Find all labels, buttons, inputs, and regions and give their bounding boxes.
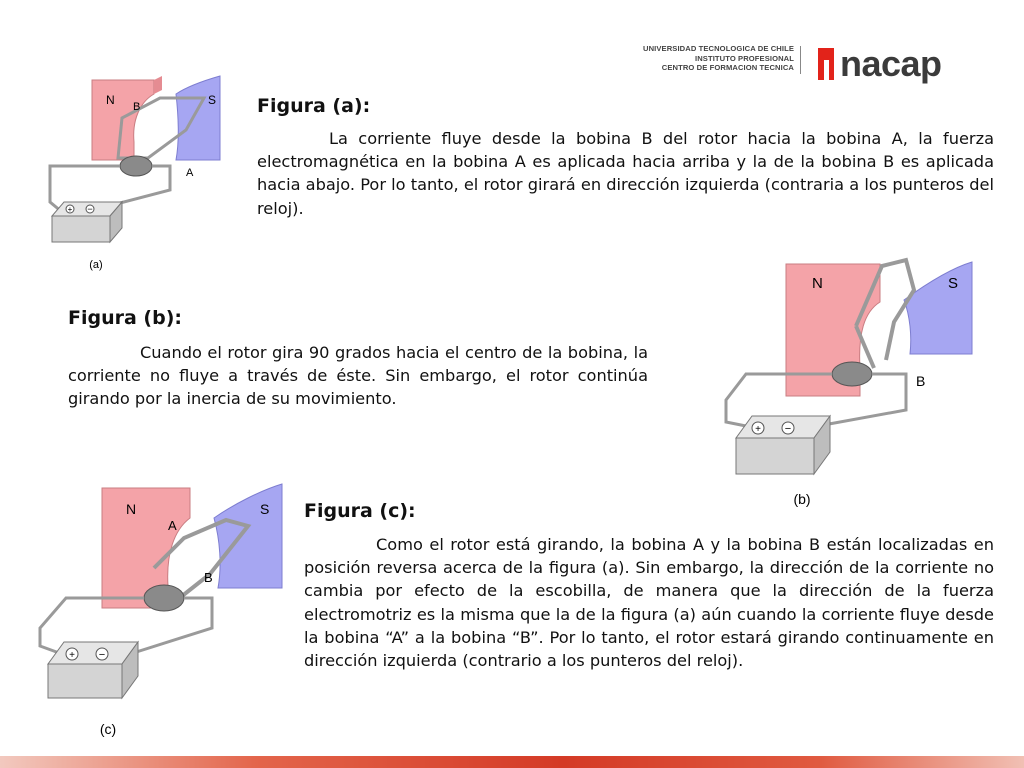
- battery-icon: [48, 664, 122, 698]
- figure-a-caption: (a): [89, 259, 103, 271]
- coil-a-label: A: [186, 167, 194, 179]
- battery-plus-label: +: [755, 424, 761, 435]
- battery-minus-label: −: [87, 204, 93, 214]
- north-label: N: [812, 275, 823, 292]
- figure-c-paragraph: Como el rotor está girando, la bobina A y la bobina B están localizadas en posición reversa acerca de la figura (a). Sin embargo, la dirección de la corriente no cambia por efecto de la escobilla, de manera que la dirección de la fuerza electromotriz es la misma que la de la figura (a) aún cuando la corriente fluye desde la bobina “A” a la bobina “B”. Por lo tanto, el rotor estará girando continuamente en dirección izquierda (contrario a los punteros del reloj).: [304, 535, 994, 671]
- coil-b-label: B: [204, 570, 213, 585]
- institution-line-1: UNIVERSIDAD TECNOLOGICA DE CHILE: [642, 44, 794, 53]
- institution-line-2: INSTITUTO PROFESIONAL: [695, 53, 794, 63]
- south-pole-icon: [904, 262, 972, 354]
- coil-a-label: A: [168, 518, 177, 533]
- south-label: S: [208, 93, 217, 107]
- institution-line-3: CENTRO DE FORMACION TECNICA: [661, 63, 794, 73]
- commutator-icon: [120, 156, 152, 176]
- battery-plus-label: +: [67, 205, 73, 214]
- south-pole-icon: [176, 76, 220, 160]
- institution-text: [600, 44, 794, 73]
- south-label: S: [260, 501, 270, 517]
- figure-c-heading: Figura (c):: [304, 500, 416, 522]
- commutator-icon: [144, 585, 184, 611]
- south-label: S: [948, 275, 959, 292]
- logo-divider: [800, 46, 801, 74]
- north-label: N: [126, 501, 137, 517]
- commutator-icon: [832, 362, 872, 386]
- bottom-accent-bar: [0, 756, 1024, 768]
- figure-b-heading: Figura (b):: [68, 307, 182, 329]
- figure-a-motor-diagram: [36, 72, 240, 276]
- figure-a-paragraph: La corriente fluye desde la bobina B del rotor hacia la bobina A, la fuerza electromagnética en la bobina A es aplicada hacia arriba y la de la bobina B es aplicada hacia abajo. Por lo tanto, el rotor girará en dirección izquierda (contraria a los punteros del reloj).: [257, 129, 994, 218]
- figure-b-caption: (b): [793, 491, 811, 507]
- figure-c-motor-diagram: [34, 478, 294, 742]
- battery-plus-label: +: [69, 650, 75, 661]
- inacap-logo-word: nacap: [840, 43, 942, 84]
- figure-b-paragraph: Cuando el rotor gira 90 grados hacia el centro de la bobina, la corriente no fluye a través de éste. Sin embargo, el rotor continúa girando por la inercia de su movimiento.: [68, 343, 648, 409]
- battery-icon: [736, 438, 814, 474]
- north-label: N: [106, 93, 115, 107]
- figure-a-heading: Figura (a):: [257, 95, 371, 117]
- battery-minus-label: −: [98, 649, 106, 661]
- coil-b-label: B: [133, 101, 141, 113]
- coil-b-label: B: [916, 373, 926, 389]
- battery-minus-label: −: [784, 423, 792, 435]
- figure-c-caption: (c): [99, 721, 117, 737]
- south-pole-icon: [214, 484, 282, 588]
- figure-b-motor-diagram: [706, 250, 986, 512]
- battery-icon: [52, 216, 110, 242]
